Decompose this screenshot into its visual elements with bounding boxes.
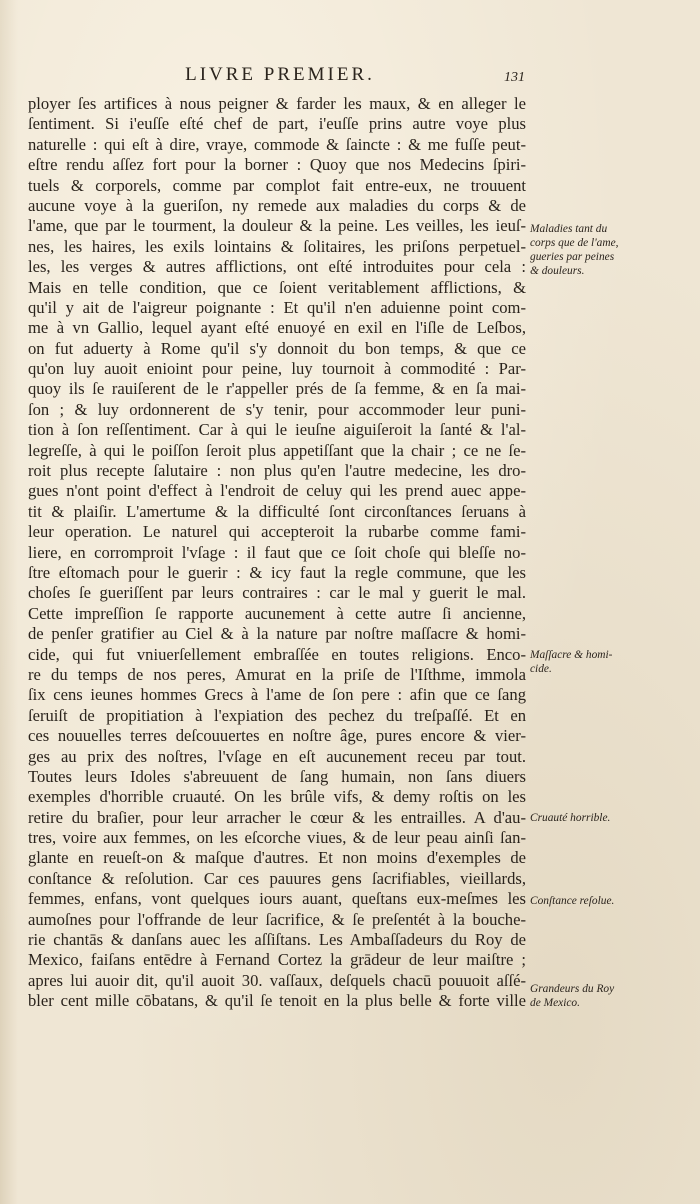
margin-note-line: Maſſacre & homi- [530, 649, 613, 661]
text-line: cide, qui fut vniuerſellement embraſſée en toutes religions. Enco- [28, 644, 526, 664]
text-line: ſtre eſtomach pour le guerir : & icy faut la regle commune, que les [28, 562, 526, 582]
text-line: Toutes leurs Idoles s'abreuuent de ſang humain, non ſans diuers [28, 766, 526, 786]
text-line: Mexico, faiſans entēdre à Fernand Cortez la grādeur de leur maiſtre ; [28, 950, 526, 970]
margin-note-massacre [530, 648, 670, 676]
margin-note-cruaute [530, 811, 670, 825]
margin-note-line: Conſtance reſolue. [530, 895, 615, 907]
text-line: rie chantās & danſans auec les aſſiſtans. Les Ambaſſadeurs du Roy de [28, 930, 526, 950]
text-line: re du temps de nos peres, Amurat en la priſe de l'Iſthme, immola [28, 664, 526, 684]
margin-note-maladies [530, 222, 670, 278]
text-line: nes, les haires, les exils lointains & ſolitaires, les priſons perpetuel- [28, 236, 526, 256]
text-line: aumoſnes pour l'offrande de leur ſacrifice, & ſe preſentét à la bouche- [28, 909, 526, 929]
text-line: Cette impreſſion ſe rapporte aucunement à cette autre ſi ancienne, [28, 603, 526, 623]
text-line: glante en reueſt-on & maſque d'autres. Et non moins d'exemples de [28, 848, 526, 868]
text-line: ſon ; & luy ordonnerent de s'y tenir, pour accommoder leur puni- [28, 399, 526, 419]
text-line: eſtre rendu aſſez fort pour la borner : Quoy que nos Medecins ſpiri- [28, 155, 526, 175]
text-line: de penſer gratifier au Ciel & à la nature par noſtre maſſacre & homi- [28, 624, 526, 644]
text-line: tit & plaiſir. L'amertume & la difficulté ſont circonſtances ſeruans à [28, 501, 526, 521]
text-line: qu'il y ait de l'aigreur poignante : Et qu'il n'en aduienne point com- [28, 297, 526, 317]
running-head: LIVRE PREMIER. [185, 64, 375, 85]
text-line: exemples d'horrible cruauté. On les brûle vifs, & demy roſtis on les [28, 787, 526, 807]
text-line: leur operation. Le naturel qui accepteroit la rubarbe comme fami- [28, 522, 526, 542]
body-text [28, 94, 526, 1012]
margin-note-line: de Mexico. [530, 997, 580, 1009]
text-line: l'ame, que par le tourment, la douleur & la peine. Les veilles, les ieuſ- [28, 216, 526, 236]
margin-note-line: & douleurs. [530, 265, 585, 277]
text-line: tres, voire aux femmes, on les eſcorche viues, & de leur peau ainſi ſan- [28, 828, 526, 848]
text-line: on fut aduerty à Rome qu'il s'y donnoit du bon temps, & que ce [28, 338, 526, 358]
text-line: retire du braſier, pour leur arracher le cœur & les entrailles. A d'au- [28, 807, 526, 827]
text-line: bler cent mille cōbatans, & qu'il ſe tenoit en la plus belle & forte ville [28, 991, 526, 1011]
text-line: ces nouuelles terres deſcouuertes en noſtre âge, pures encore & vier- [28, 726, 526, 746]
page-number: 131 [504, 70, 525, 85]
text-line: aucune voye à la gueriſon, ny remede aux maladies du corps & de [28, 195, 526, 215]
text-line: ſentiment. Si i'euſſe eſté chef de part, i'euſſe prins autre voye plus [28, 114, 526, 134]
margin-note-constance [530, 894, 670, 908]
text-line: tion à ſon reſſentiment. Car à qui le ieuſne aiguiſeroit la ſanté & l'al- [28, 420, 526, 440]
text-line: gues n'ont point d'effect à l'endroit de celuy qui les prend auec appe- [28, 481, 526, 501]
margin-note-line: corps que de l'ame, [530, 237, 619, 249]
text-line: femmes, enfans, vont quelques iours auant, queſtans eux-meſmes les [28, 889, 526, 909]
margin-note-line: Maladies tant du [530, 223, 608, 235]
text-line: qu'on luy auoit enioint pour peine, luy tournoit à commodité : Par- [28, 359, 526, 379]
text-line: apres lui auoir dit, qu'il auoit 30. vaſſaux, deſquels chacū pouuoit aſſé- [28, 970, 526, 990]
text-line: roit plus recepte ſalutaire : non plus qu'en l'autre medecine, les dro- [28, 461, 526, 481]
margin-note-line: Cruauté horrible. [530, 812, 611, 824]
text-line: choſes ſe gueriſſent par leurs contraires : car le mal y guerit le mal. [28, 583, 526, 603]
text-line: tuels & corporels, comme par complot fait entre-eux, ne trouuent [28, 175, 526, 195]
text-line: me à vn Gallio, lequel ayant eſté enuoyé en exil en l'iſle de Leſbos, [28, 318, 526, 338]
margin-note-line: gueries par peines [530, 251, 615, 263]
text-line: les, les verges & autres afflictions, ont eſté introduites pour cela : [28, 257, 526, 277]
text-line: ges au prix des noſtres, l'vſage en eſt aucunement receu par tout. [28, 746, 526, 766]
text-line: legreſſe, à qui le poiſſon ſeroit plus appetiſſant que la chair ; ce ne ſe- [28, 440, 526, 460]
text-line: ployer ſes artifices à nous peigner & farder les maux, & en alleger le [28, 94, 526, 113]
text-line: Mais en telle condition, que ce ſoient veritablement afflictions, & [28, 277, 526, 297]
text-line: liere, en corromproit l'vſage : il faut que ce ſoit choſe qui bleſſe no- [28, 542, 526, 562]
margin-note-grandeurs [530, 982, 670, 1010]
text-line: ſix cens ieunes hommes Grecs à l'ame de ſon pere : afin que ce ſang [28, 685, 526, 705]
margin-note-line: cide. [530, 663, 552, 675]
text-line: quoy ils ſe rauiſerent de le r'appeller prés de ſa femme, & en ſa mai- [28, 379, 526, 399]
text-line: naturelle : qui eſt à dire, vraye, commode & ſaincte : & me fuſſe peut- [28, 134, 526, 154]
text-line: conſtance & reſolution. Car ces pauures gens ſacrifiables, vieillards, [28, 868, 526, 888]
text-line: ſeruiſt de propitiation à l'expiation des pechez du treſpaſſé. Et en [28, 705, 526, 725]
margin-note-line: Grandeurs du Roy [530, 983, 615, 995]
